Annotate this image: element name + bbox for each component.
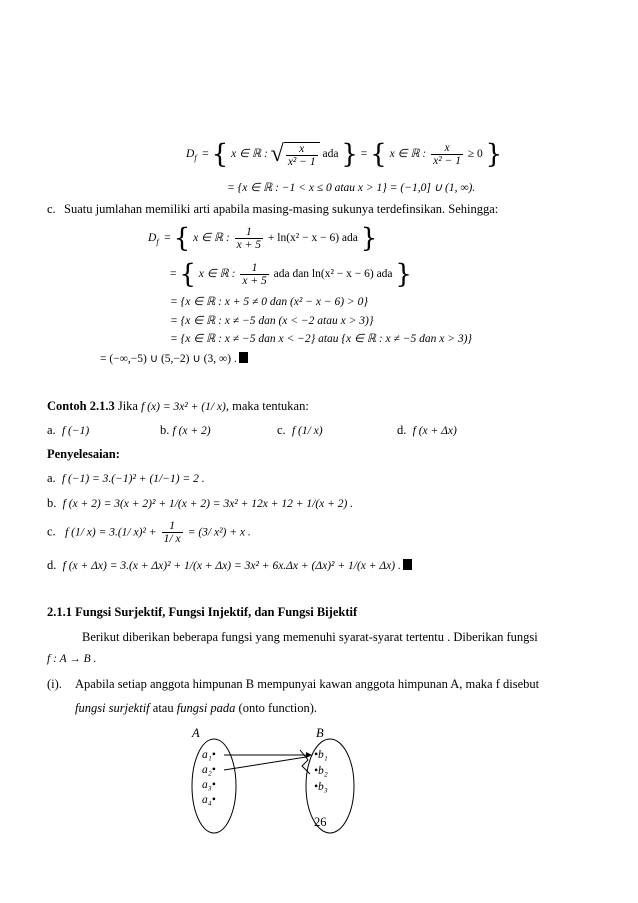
df1-set1-pre: x ∈ ℝ : [231, 148, 268, 161]
df1-lhs: D [186, 148, 195, 161]
example-a: a. f (−1) [47, 423, 90, 437]
df1-ada: ada [322, 148, 339, 161]
df1-sub: f [194, 153, 197, 163]
section-map: f : A → B . [47, 653, 97, 665]
arrow-a2-b1 [224, 757, 306, 770]
df1-set2-pre: x ∈ ℝ : [389, 148, 427, 161]
section-intro: Berikut diberikan beberapa fungsi yang memenuhi syarat-syarat tertentu . Diberikan fungsi [82, 630, 538, 644]
example-line: Contoh 2.1.3 Jika f (x) = 3x² + (1/ x), maka tentukan: [47, 399, 309, 413]
example-heading: Contoh 2.1.3 [47, 399, 115, 413]
domain-line-2: = {x ∈ ℝ : −1 < x ≤ 0 atau x > 1} = (−1,0] ∪ (1, ∞). [227, 182, 476, 194]
solution-c: c. f (1/ x) = 3.(1/ x)² + $\frac{1}{1/ x}$ = (3/ x²) + x . [47, 520, 251, 545]
domain2-line-4: = {x ∈ ℝ : x ≠ −5 dan (x < −2 atau x > 3)} [170, 315, 374, 327]
solution-d: d. f (x + Δx) = 3.(x + Δx)² + 1/(x + Δx) = 3x² + 6x.Δx + (Δx)² + 1/(x + Δx) . [47, 558, 412, 573]
qed-box [239, 352, 248, 363]
section-heading: 2.1.1 Fungsi Surjektif, Fungsi Injektif, dan Fungsi Bijektif [47, 605, 358, 619]
c-label: c. [47, 202, 56, 216]
sqrt-expression: √ $\frac{x}{\text{x² − 1}}$ [271, 141, 320, 168]
domain2-line-3: = {x ∈ ℝ : x + 5 ≠ 0 dan (x² − x − 6) > 0} [170, 296, 368, 308]
solution-b: b. f (x + 2) = 3(x + 2)² + 1/(x + 2) = 3x² + 12x + 12 + 1/(x + 2) . [47, 496, 354, 510]
a-item-4: a₄• [202, 794, 216, 806]
example-d: d. f (x + Δx) [397, 423, 457, 437]
set-a-label: A [192, 726, 200, 740]
item-i-text: Apabila setiap anggota himpunan B mempunyai kawan anggota himpunan A, maka f disebut [75, 677, 540, 691]
a-item-1: a₁• [202, 749, 216, 761]
solution-a: a. f (−1) = 3.(−1)² + (1/−1) = 2 . [47, 471, 205, 485]
a-item-3: a₃• [202, 779, 216, 791]
df1-geq: ≥ 0 [467, 148, 483, 161]
domain2-line-6: = (−∞,−5) ∪ (5,−2) ∪ (3, ∞) . [100, 351, 248, 365]
item-i-label: (i). [47, 677, 62, 691]
domain-line-1: $D_f$ = { x ∈ ℝ : √ $\frac{x}{\text{x² − 1}}$ ada } = { x ∈ ℝ : $\frac{x}{\text{x² − 1}}$ ≥ 0 } [186, 139, 503, 170]
c-text: Suatu jumlahan memiliki arti apabila masing-masing sukunya terdefinsikan. Sehingga: [64, 202, 499, 216]
domain2-line-1: $D_f$ = { x ∈ ℝ : $\frac{1}{x + 5}$ + ln(x² − x − 6) ada } [148, 223, 378, 254]
page-number: 26 [314, 815, 327, 829]
b-item-1: •b₁ [314, 749, 328, 761]
item-i-text-2: fungsi surjektif atau fungsi pada (onto function). [75, 701, 318, 715]
domain2-line-2: = { x ∈ ℝ : $\frac{1}{x + 5}$ ada dan ln(x² − x − 6) ada } [170, 259, 412, 290]
solution-heading: Penyelesaian: [47, 447, 120, 461]
example-b: b. f (x + 2) [160, 423, 211, 437]
example-c: c. f (1/ x) [277, 423, 323, 437]
qed-box-2 [403, 559, 412, 570]
b-item-2: •b₂ [314, 765, 328, 777]
example-function: f (x) = 3x² + (1/ x) [141, 401, 226, 413]
b-item-3: •b₃ [314, 781, 328, 793]
domain2-line-5: = {x ∈ ℝ : x ≠ −5 dan x < −2} atau {x ∈ ℝ : x ≠ −5 dan x > 3)} [170, 333, 473, 345]
set-b-label: B [316, 726, 324, 740]
a-item-2: a₂• [202, 764, 216, 776]
